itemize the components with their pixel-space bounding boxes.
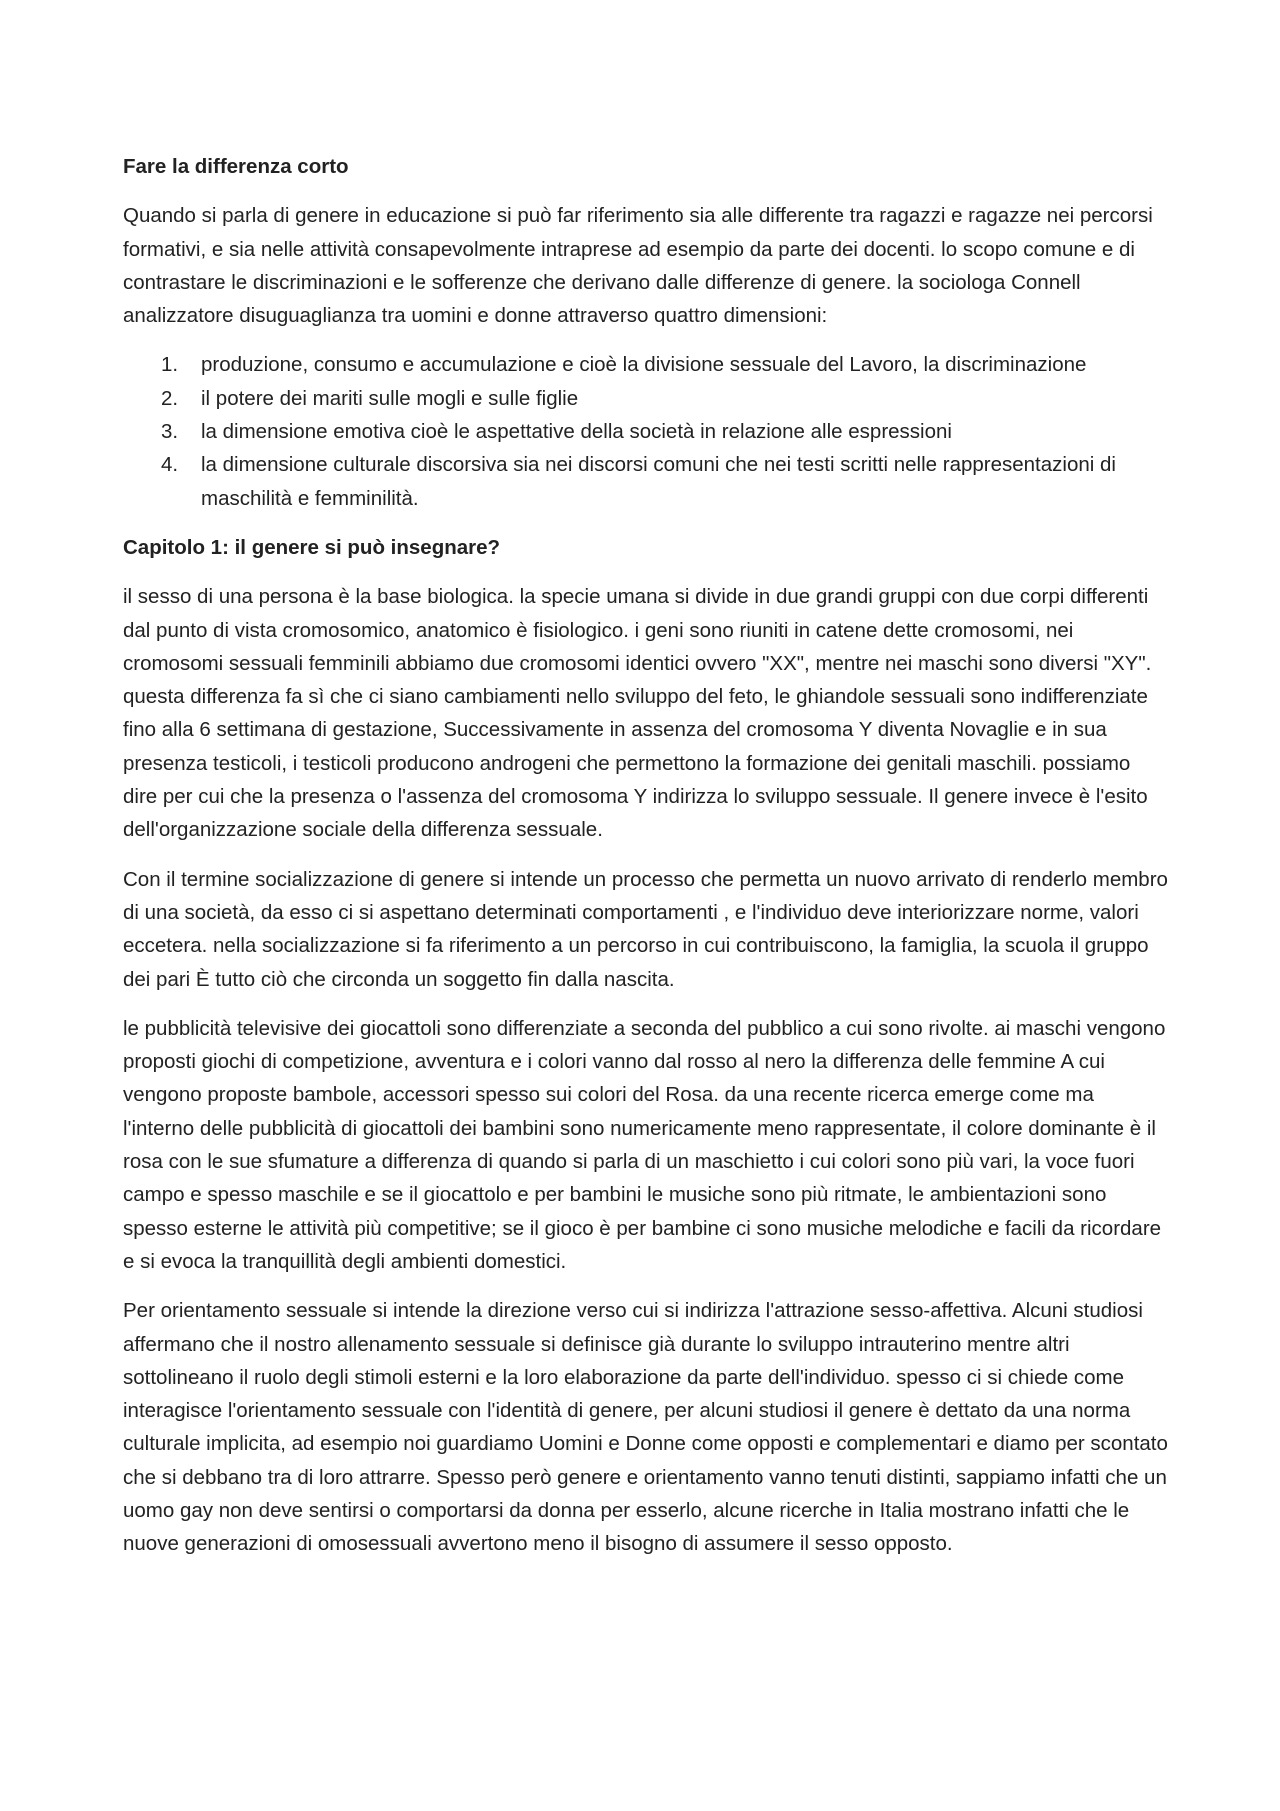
list-number: 1. [161, 353, 179, 377]
list-number: 3. [161, 420, 179, 444]
list-text: la dimensione culturale discorsiva sia nei discorsi comuni che nei testi scritti nelle rappresentazioni di maschilità e femminilità. [201, 453, 1116, 510]
list-number: 4. [161, 453, 179, 477]
document-title: Fare la differenza corto [123, 155, 349, 178]
document-body [123, 150, 1168, 1577]
paragraph-advertising: le pubblicità televisive dei giocattoli sono differenziate a seconda del pubblico a cui sono rivolte. ai maschi vengono proposti giochi di competizione, avventura e i colori vanno dal rosso al nero la differenza delle femmine A cui vengono proposte bambole, accessori spesso sui colori del Rosa. da una recente ricerca emerge come ma l'interno delle pubblicità di giocattoli dei bambini sono numericamente meno rappresentate, il colore dominante è il rosa con le sue sfumature a differenza di quando si parla di un maschietto i cui colori sono più vari, la voce fuori campo e spesso maschile e se il giocattolo e per bambini le musiche sono più ritmate, le ambientazioni sono spesso esterne le attività più competitive; se il gioco è per bambine ci sono musiche melodiche e facili da ricordare e si evoca la tranquillità degli ambienti domestici. [123, 1016, 1166, 1273]
list-item [123, 382, 1168, 415]
paragraph-biology: il sesso di una persona è la base biologica. la specie umana si divide in due grandi gruppi con due corpi differenti dal punto di vista cromosomico, anatomico è fisiologico. i geni sono riuniti in catene dette cromosomi, nei cromosomi sessuali femminili abbiamo due cromosomi identici ovvero "XX", mentre nei maschi sono diversi "XY". questa differenza fa sì che ci siano cambiamenti nello sviluppo del feto, le ghiandole sessuali sono indifferenziate fino alla 6 settimana di gestazione, Successivamente in assenza del cromosoma Y diventa Novaglie e in sua presenza testicoli, i testicoli producono androgeni che permettono la formazione dei genitali maschili. possiamo dire per cui che la presenza o l'assenza del cromosoma Y indirizza lo sviluppo sessuale. Il genere invece è l'esito dell'organizzazione sociale della differenza sessuale. [123, 585, 1152, 842]
list-item [123, 448, 1168, 515]
list-text: il potere dei mariti sulle mogli e sulle figlie [201, 386, 579, 410]
paragraph-socialization: Con il termine socializzazione di genere si intende un processo che permetta un nuovo arrivato di renderlo membro di una società, da esso ci si aspettano determinati comportamenti , e l'individuo deve interiorizzare norme, valori eccetera. nella socializzazione si fa riferimento a un percorso in cui contribuiscono, la famiglia, la scuola il gruppo dei pari È tutto ciò che circonda un soggetto fin dalla nascita. [123, 867, 1168, 991]
list-text: la dimensione emotiva cioè le aspettative della società in relazione alle espressioni [201, 420, 952, 444]
list-text: produzione, consumo e accumulazione e cioè la divisione sessuale del Lavoro, la discriminazione [201, 353, 1087, 377]
list-number: 2. [161, 386, 179, 410]
chapter-title: Capitolo 1: il genere si può insegnare? [123, 535, 501, 559]
list-item [123, 348, 1168, 381]
intro-paragraph: Quando si parla di genere in educazione si può far riferimento sia alle differente tra ragazzi e ragazze nei percorsi formativi, e sia nelle attività consapevolmente intraprese ad esempio da parte dei docenti. lo scopo comune e di contrastare le discriminazioni e le sofferenze che derivano dalle differenze di genere. la sociologa Connell analizzatore disuguaglianza tra uomini e donne attraverso quattro dimensioni: [123, 204, 1153, 328]
paragraph-orientation: Per orientamento sessuale si intende la direzione verso cui si indirizza l'attrazione sesso-affettiva. Alcuni studiosi affermano che il nostro allenamento sessuale si definisce già durante lo sviluppo intrauterino mentre altri sottolineano il ruolo degli stimoli esterni e la loro elaborazione da parte dell'individuo. spesso ci si chiede come interagisce l'orientamento sessuale con l'identità di genere, per alcuni studiosi il genere è dettato da una norma culturale implicita, ad esempio noi guardiamo Uomini e Donne come opposti e complementari e diamo per scontato che si debbano tra di loro attrarre. Spesso però genere e orientamento vanno tenuti distinti, sappiamo infatti che un uomo gay non deve sentirsi o comportarsi da donna per esserlo, alcune ricerche in Italia mostrano infatti che le nuove generazioni di omosessuali avvertono meno il bisogno di assumere il sesso opposto. [123, 1299, 1168, 1556]
dimensions-list [123, 348, 1168, 514]
list-item [123, 415, 1168, 448]
